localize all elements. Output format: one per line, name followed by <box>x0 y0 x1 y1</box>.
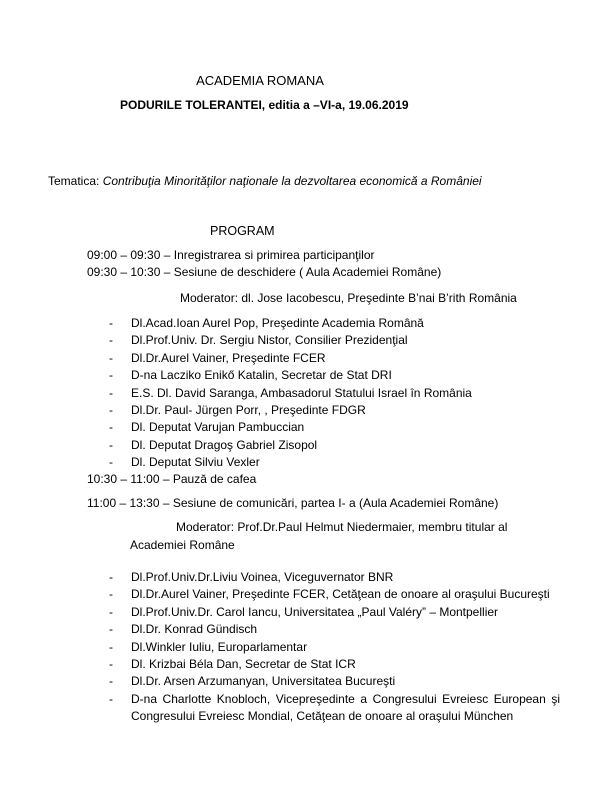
moderator-session-line2: Academiei Române <box>130 538 235 552</box>
speaker-name: Dl. Krizbai Béla Dan, Secretar de Stat ICR <box>131 657 356 672</box>
list-dash: - <box>109 455 113 470</box>
speaker-name: Dl.Winkler Iuliu, Europarlamentar <box>131 639 308 654</box>
speaker-name: Dl.Dr. Konrad Gündisch <box>131 622 258 637</box>
list-dash: - <box>109 316 113 330</box>
list-item <box>109 315 472 332</box>
theme-text: Contribuţia Minorităţilor naţionale la dezvoltarea economică a României <box>102 174 482 188</box>
speaker-name: Dl. Deputat Dragoş Gabriel Zisopol <box>131 437 318 452</box>
theme-label: Tematica <box>48 174 97 188</box>
moderator-session-line1: Moderator: Prof.Dr.Paul Helmut Niedermaier, membru titular al <box>176 520 508 534</box>
list-dash: - <box>109 437 113 452</box>
list-item <box>109 402 472 419</box>
list-item <box>109 437 472 454</box>
speaker-name: Dl.Dr.Aurel Vainer, Preşedinte FCER, Cetăţean de onoare al oraşului Bucureşti <box>131 587 550 602</box>
list-item <box>109 332 472 349</box>
moderator-opening: Moderator: dl. Jose Iacobescu, Preşedinte B’nai B’rith România <box>180 291 517 305</box>
speaker-name: Dl.Dr.Aurel Vainer, Preşedinte FCER <box>131 350 326 365</box>
list-dash: - <box>109 420 113 435</box>
list-dash: - <box>109 657 113 672</box>
list-dash: - <box>109 604 113 619</box>
schedule-opening-session: 09:30 – 10:30 – Sesiune de deschidere ( Aula Academiei Române) <box>87 265 442 279</box>
schedule-coffee-break: 10:30 – 11:00 – Pauză de cafea <box>87 472 257 486</box>
speaker-name: Dl. Deputat Varujan Pambuccian <box>131 420 305 435</box>
event-subtitle: PODURILE TOLERANTEI, editia a –VI-a, 19.06.2019 <box>120 98 409 112</box>
speaker-name: E.S. Dl. David Saranga, Ambasadorul Statului Israel în România <box>131 385 472 400</box>
list-dash: - <box>109 368 113 383</box>
list-dash: - <box>109 385 113 400</box>
speaker-name: Dl.Acad.Ioan Aurel Pop, Preşedinte Academia Română <box>131 316 424 330</box>
list-item <box>109 604 560 621</box>
schedule-registration: 09:00 – 09:30 – Inregistrarea si primirea participanţilor <box>87 248 375 262</box>
list-item <box>109 621 560 638</box>
speaker-name: Dl. Deputat Silviu Vexler <box>131 455 260 470</box>
moderator-session <box>130 518 560 554</box>
document-title: ACADEMIA ROMANA <box>196 73 324 88</box>
list-item <box>109 586 560 603</box>
list-item <box>109 454 472 471</box>
speaker-name: D-na Lacziko Enikő Katalin, Secretar de Stat DRI <box>131 368 392 383</box>
speaker-name: Dl.Prof.Univ.Dr.Liviu Voinea, Viceguvernator BNR <box>131 570 394 584</box>
list-item <box>109 673 560 690</box>
speaker-name: Dl.Dr. Paul- Jürgen Porr, , Preşedinte FDGR <box>131 402 366 417</box>
list-dash: - <box>109 622 113 637</box>
program-heading: PROGRAM <box>210 224 275 238</box>
list-dash: - <box>109 691 113 706</box>
speaker-name: Dl.Prof.Univ. Dr. Sergiu Nistor, Consilier Prezidenţial <box>131 333 408 348</box>
list-dash: - <box>109 350 113 365</box>
list-item <box>109 419 472 436</box>
list-item <box>109 350 472 367</box>
speakers-list-session <box>109 569 560 726</box>
speaker-name: Dl.Prof.Univ.Dr. Carol Iancu, Universitatea „Paul Valéry” – Montpellier <box>131 604 499 619</box>
list-item <box>109 569 560 586</box>
list-dash: - <box>109 587 113 602</box>
list-item <box>109 656 560 673</box>
theme-colon: : <box>96 174 103 188</box>
list-dash: - <box>109 333 113 348</box>
list-dash: - <box>109 674 113 689</box>
list-dash: - <box>109 570 113 584</box>
speaker-name: D-na Charlotte Knobloch, Vicepreşedinte a Congresului Evreiesc European şi Congresului Evreiesc Mondial, Cetăţean de onoare al oraşului München <box>131 691 560 724</box>
schedule-session-part-1: 11:00 – 13:30 – Sesiune de comunicări, partea I- a (Aula Academiei Române) <box>87 496 499 510</box>
list-dash: - <box>109 402 113 417</box>
list-item <box>109 367 472 384</box>
speaker-name: Dl.Dr. Arsen Arzumanyan, Universitatea Bucureşti <box>131 674 396 689</box>
list-item <box>109 639 560 656</box>
theme-line <box>48 174 482 188</box>
list-item <box>109 385 472 402</box>
list-item <box>109 691 560 726</box>
speakers-list-opening <box>109 315 472 472</box>
list-dash: - <box>109 639 113 654</box>
